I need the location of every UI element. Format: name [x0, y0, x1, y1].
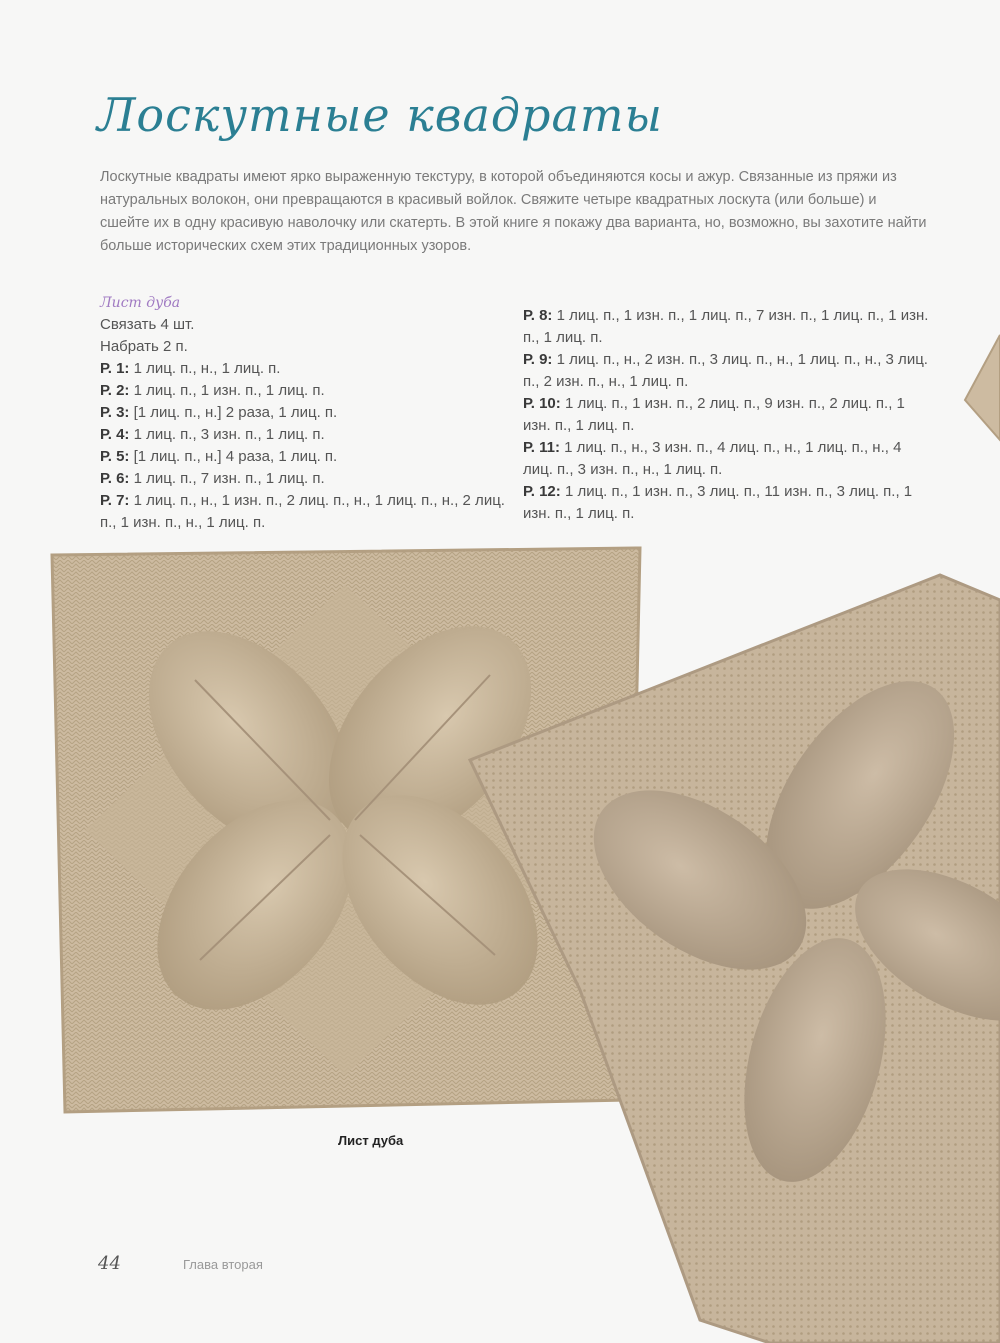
row-label: Р. 4: — [100, 426, 130, 443]
row-label: Р. 6: — [100, 470, 130, 487]
row-label: Р. 5: — [100, 448, 130, 465]
row-instructions: Набрать 2 п. — [100, 338, 188, 355]
pattern-column-right — [523, 305, 933, 525]
row-instructions: [1 лиц. п., н.] 2 раза, 1 лиц. п. — [129, 404, 338, 421]
row-label: Р. 3: — [100, 404, 130, 421]
row-label: Р. 8: — [523, 307, 553, 324]
pattern-row — [100, 490, 510, 534]
partial-square-edge — [965, 335, 1000, 440]
row-instructions: 1 лиц. п., н., 1 лиц. п. — [129, 360, 281, 377]
row-instructions: 1 лиц. п., н., 3 изн. п., 4 лиц. п., н., 1 лиц. п., н., 4 лиц. п., 3 изн. п., н., 1 лиц. п. — [523, 439, 902, 478]
pattern-row — [523, 305, 933, 349]
row-label: Р. 7: — [100, 492, 130, 509]
intro-paragraph: Лоскутные квадраты имеют ярко выраженную текстуру, в которой объединяются косы и ажур. Связанные из пряжи из натуральных волокон, они превращаются в красивый войлок. Свяжите четыре квадратных лоскута (или больше) и сшейте их в одну красивую наволочку или скатерть. В этой книге я покажу два варианта, но, возможно, вы захотите найти больше исторических схем этих традиционных узоров. — [100, 169, 927, 254]
row-instructions: 1 лиц. п., 7 изн. п., 1 лиц. п. — [129, 470, 325, 487]
row-instructions: 1 лиц. п., н., 2 изн. п., 3 лиц. п., н., 1 лиц. п., н., 3 лиц. п., 2 изн. п., н., 1 лиц. п. — [523, 351, 928, 390]
pattern-row — [100, 446, 510, 468]
pattern-row — [100, 468, 510, 490]
pattern-row — [100, 336, 510, 358]
row-instructions: Связать 4 шт. — [100, 316, 195, 333]
page-title: Лоскутные квадраты — [97, 88, 664, 142]
row-instructions: 1 лиц. п., 3 изн. п., 1 лиц. п. — [129, 426, 325, 443]
pattern-row — [100, 380, 510, 402]
row-label: Р. 10: — [523, 395, 561, 412]
pattern-row — [100, 402, 510, 424]
row-instructions: 1 лиц. п., 1 изн. п., 1 лиц. п., 7 изн. п., 1 лиц. п., 1 изн. п., 1 лиц. п. — [523, 307, 929, 346]
row-instructions: 1 лиц. п., 1 изн. п., 2 лиц. п., 9 изн. п., 2 лиц. п., 1 изн. п., 1 лиц. п. — [523, 395, 905, 434]
pattern-row — [100, 314, 510, 336]
pattern-lines-right — [523, 305, 933, 525]
running-head: Глава вторая — [183, 1257, 263, 1272]
pattern-column-left — [100, 292, 510, 534]
row-label: Р. 2: — [100, 382, 130, 399]
pattern-name: Лист дуба — [100, 295, 181, 311]
pattern-row — [523, 481, 933, 525]
row-label: Р. 9: — [523, 351, 553, 368]
pattern-row — [100, 358, 510, 380]
row-instructions: [1 лиц. п., н.] 4 раза, 1 лиц. п. — [129, 448, 338, 465]
row-label: Р. 11: — [523, 439, 560, 456]
photo-caption: Лист дуба — [338, 1133, 404, 1148]
page-number: 44 — [98, 1253, 121, 1274]
row-instructions: 1 лиц. п., н., 1 изн. п., 2 лиц. п., н., 1 лиц. п., н., 2 лиц. п., 1 изн. п., н., 1 лиц. п. — [100, 492, 505, 531]
pattern-lines-left — [100, 314, 510, 534]
row-label: Р. 12: — [523, 483, 561, 500]
pattern-row — [523, 349, 933, 393]
pattern-row — [100, 424, 510, 446]
left-knitted-square — [52, 548, 640, 1112]
pattern-row — [523, 437, 933, 481]
row-instructions: 1 лиц. п., 1 изн. п., 3 лиц. п., 11 изн. п., 3 лиц. п., 1 изн. п., 1 лиц. п. — [523, 483, 913, 522]
row-instructions: 1 лиц. п., 1 изн. п., 1 лиц. п. — [129, 382, 325, 399]
row-label: Р. 1: — [100, 360, 130, 377]
pattern-row — [523, 393, 933, 437]
right-knitted-square — [470, 575, 1000, 1343]
